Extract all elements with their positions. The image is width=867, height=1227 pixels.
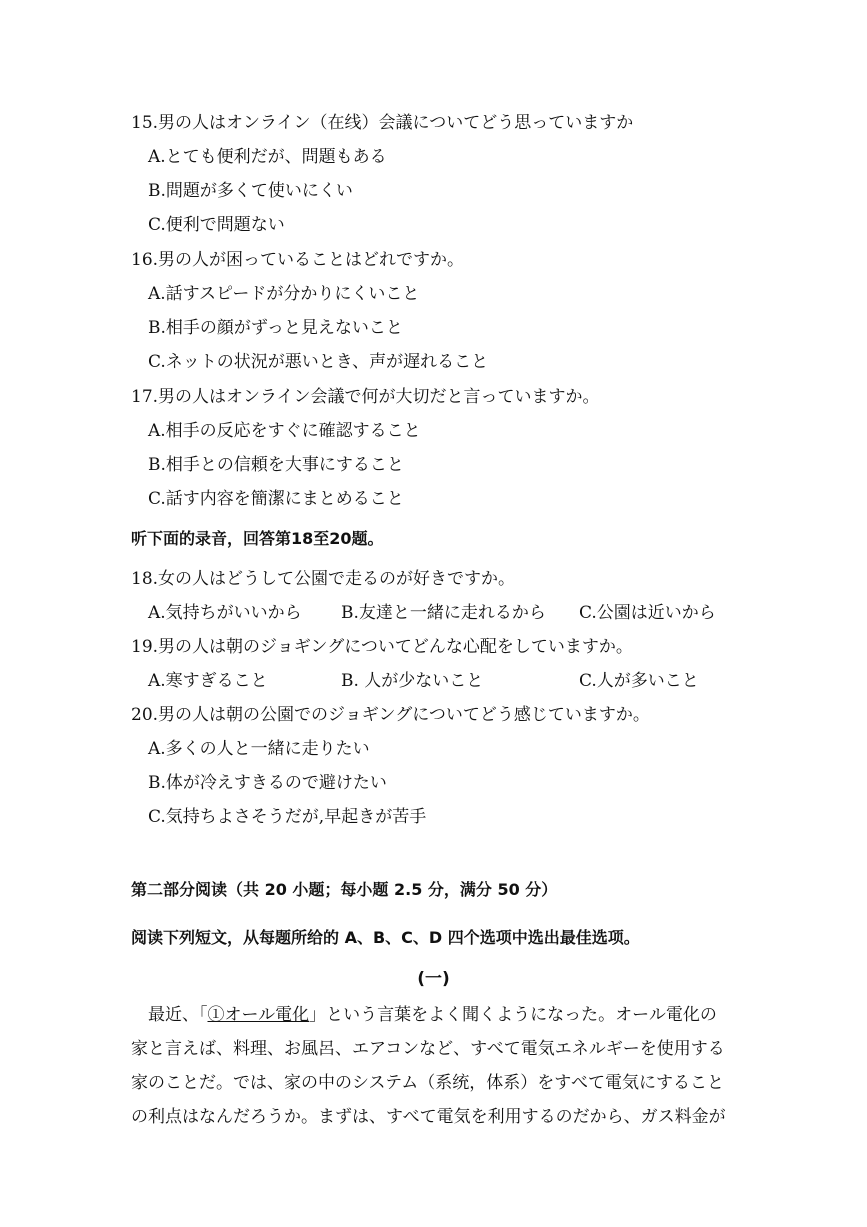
question-15 (131, 112, 633, 134)
passage-line-4: の利点はなんだろうか。まずは、すべて電気を利用するのだから、ガス料金が (131, 1107, 726, 1127)
underlined-term: ①オール電化 (207, 1005, 310, 1025)
question-18 (131, 568, 515, 590)
part2-instruction: 阅读下列短文，从每题所给的 A、B、C、D 四个选项中选出最佳选项。 (131, 928, 640, 947)
option-15b: B.問題が多くて使いにくい (148, 181, 353, 201)
passage-line-1 (131, 998, 739, 1032)
question-text: 男の人はオンライン会議で何が大切だと言っていますか。 (158, 387, 600, 407)
option-20c: C.気持ちよさそうだが,早起きが苦手 (148, 807, 427, 827)
passage-number: (一) (417, 969, 450, 989)
option-20a: A.多くの人と一緒に走りたい (148, 739, 370, 759)
part2-title: 第二部分阅读（共 20 小题；每小题 2.5 分，满分 50 分） (131, 880, 558, 899)
question-number: 19. (131, 637, 159, 657)
option-17c: C.話す内容を簡潔にまとめること (148, 489, 404, 509)
passage-text (131, 998, 739, 1134)
option-15c: C.便利で問題ない (148, 215, 285, 235)
option-20b: B.体が冷えすきるので避けたい (148, 773, 387, 793)
question-text: 男の人は朝の公園でのジョギングについてどう感じていますか。 (158, 705, 650, 725)
question-16 (131, 249, 464, 271)
passage-line-2: 家と言えば、料理、お風呂、エアコンなど、すべて電気エネルギーを使用する (131, 1039, 725, 1059)
question-number: 16. (131, 250, 159, 270)
option-15a: A.とても便利だが、問題もある (148, 147, 387, 167)
question-19 (131, 636, 633, 658)
option-18b: B.友達と一緒に走れるから (341, 603, 546, 623)
option-17b: B.相手との信頼を大事にすること (148, 455, 404, 475)
question-number: 15. (131, 113, 159, 133)
option-18a: A.気持ちがいいから (148, 603, 302, 623)
option-19a: A.寒すぎること (148, 671, 268, 691)
question-text: 女の人はどうして公園で走るのが好きですか。 (158, 569, 516, 589)
passage-line-1-prefix: 最近、「 (148, 1005, 208, 1025)
option-16b: B.相手の顔がずっと見えないこと (148, 318, 403, 338)
passage-line-3: 家のことだ。では、家の中のシステム（系统，体系）をすべて電気にすること (131, 1073, 724, 1093)
question-text: 男の人はオンライン（在线）会議についてどう思っていますか (158, 113, 634, 133)
passage-line-1-suffix: 」という言葉をよく聞くようになった。オール電化の (309, 1005, 717, 1025)
option-16a: A.話すスピードが分かりにくいこと (148, 284, 420, 304)
option-18c: C.公園は近いから (579, 603, 716, 623)
option-19c: C.人が多いこと (579, 671, 699, 691)
option-16c: C.ネットの状況が悪いとき、声が遅れること (148, 352, 489, 372)
section-instruction: 听下面的录音，回答第18至20题。 (131, 529, 384, 548)
question-text: 男の人は朝のジョギングについてどんな心配をしていますか。 (158, 637, 633, 657)
question-number: 17. (131, 387, 159, 407)
option-17a: A.相手の反応をすぐに確認すること (148, 421, 421, 441)
question-number: 18. (131, 569, 159, 589)
option-19b: B. 人が少ないこと (341, 671, 484, 691)
question-20 (131, 704, 650, 726)
question-number: 20. (131, 705, 159, 725)
question-text: 男の人が困っていることはどれですか。 (158, 250, 465, 270)
question-17 (131, 386, 600, 408)
